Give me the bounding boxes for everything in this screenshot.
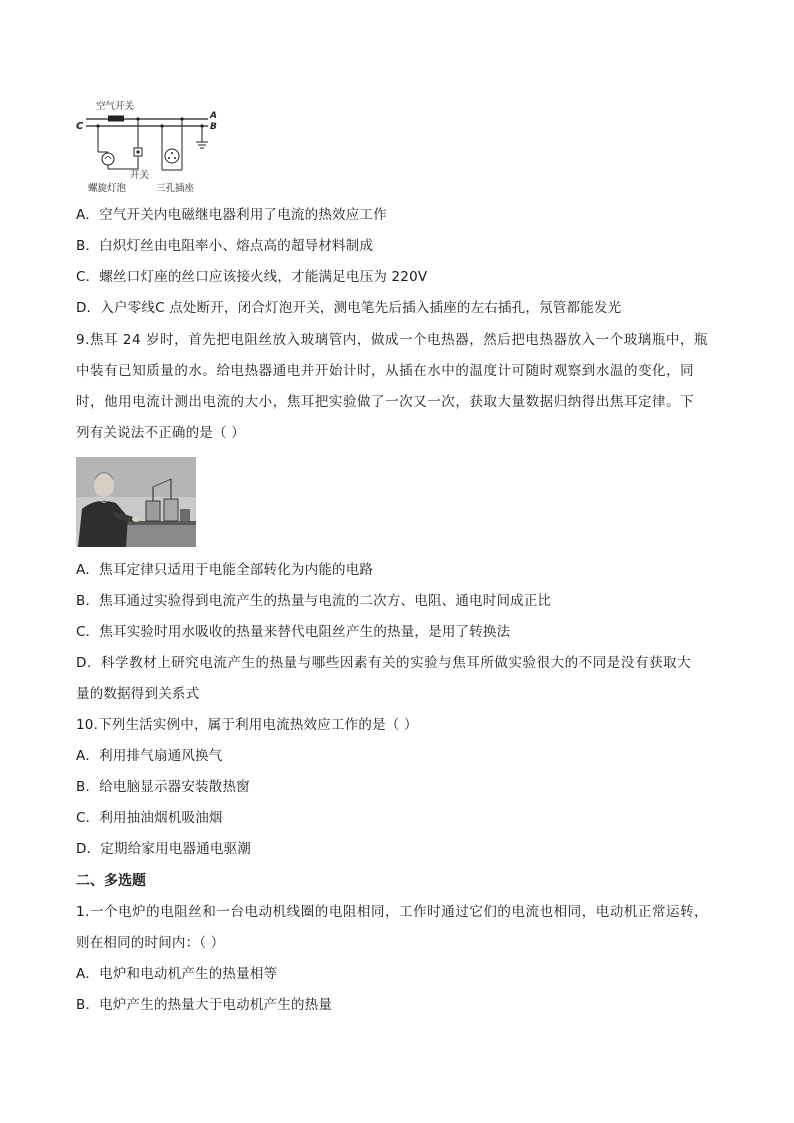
- socket-symbol: [165, 149, 179, 163]
- s2-q1-option-a: A．电炉和电动机产生的热量相等: [76, 966, 278, 982]
- household-circuit-diagram: [74, 98, 224, 196]
- joule-experiment-illustration: [76, 457, 196, 547]
- label-C: C: [76, 121, 84, 132]
- s2-q1-option-b: B．电炉产生的热量大于电动机产生的热量: [76, 997, 333, 1013]
- s2-q1-stem-line-1: 1.一个电炉的电阻丝和一台电动机线圈的电阻相同，工作时通过它们的电流也相同，电动机正常运转，: [76, 904, 709, 920]
- socket-label: 三孔插座: [156, 183, 195, 194]
- label-B: B: [210, 122, 217, 132]
- q9-stem-line-2: 中装有已知质量的水。给电热器通电并开始计时，从插在水中的温度计可随时观察到水温的变化，同: [76, 363, 695, 379]
- section-heading-multiple-choice: 二、多选题: [76, 873, 146, 889]
- q9-option-c: C．焦耳实验时用水吸收的热量来替代电阻丝产生的热量，是用了转换法: [76, 624, 511, 640]
- q9-option-d-line-1: D．科学教材上研究电流产生的热量与哪些因素有关的实验与焦耳所做实验很大的不同是没有获取大: [76, 655, 692, 671]
- q9-stem-line-3: 时，他用电流计测出电流的大小，焦耳把实验做了一次又一次，获取大量数据归纳得出焦耳定律。下: [76, 394, 695, 410]
- switch-label: 开关: [130, 170, 150, 181]
- q8-option-d: D．入户零线C 点处断开，闭合灯泡开关，测电笔先后插入插座的左右插孔，氖管都能发光: [76, 300, 622, 316]
- bulb-symbol: [102, 153, 114, 165]
- q10-stem: 10.下列生活实例中，属于利用电流热效应工作的是（ ）: [76, 717, 418, 733]
- q9-stem-line-1: 9.焦耳 24 岁时，首先把电阻丝放入玻璃管内，做成一个电热器，然后把电热器放入一个玻璃瓶中，瓶: [76, 332, 709, 348]
- q9-stem-line-4: 列有关说法不正确的是（ ）: [76, 425, 245, 441]
- q10-option-d: D．定期给家用电器通电驱潮: [76, 841, 251, 857]
- q9-option-b: B．焦耳通过实验得到电流产生的热量与电流的二次方、电阻、通电时间成正比: [76, 593, 552, 609]
- bulb-label: 螺旋灯泡: [88, 183, 127, 194]
- q9-option-d-line-2: 量的数据得到关系式: [76, 686, 200, 702]
- air-switch-label: 空气开关: [96, 101, 135, 112]
- q9-option-a: A．焦耳定律只适用于电能全部转化为内能的电路: [76, 562, 374, 578]
- air-switch-symbol: [108, 116, 124, 122]
- label-A: A: [210, 111, 217, 121]
- q8-option-b: B．白炽灯丝由电阻率小、熔点高的超导材料制成: [76, 238, 374, 254]
- s2-q1-stem-line-2: 则在相同的时间内：（ ）: [76, 935, 225, 951]
- q10-option-b: B．给电脑显示器安装散热窗: [76, 779, 250, 795]
- q10-option-a: A．利用排气扇通风换气: [76, 748, 223, 764]
- q8-option-c: C．螺丝口灯座的丝口应该接火线，才能满足电压为 220V: [76, 269, 428, 285]
- q10-option-c: C．利用抽油烟机吸油烟: [76, 810, 223, 826]
- q8-option-a: A．空气开关内电磁继电器利用了电流的热效应工作: [76, 207, 387, 223]
